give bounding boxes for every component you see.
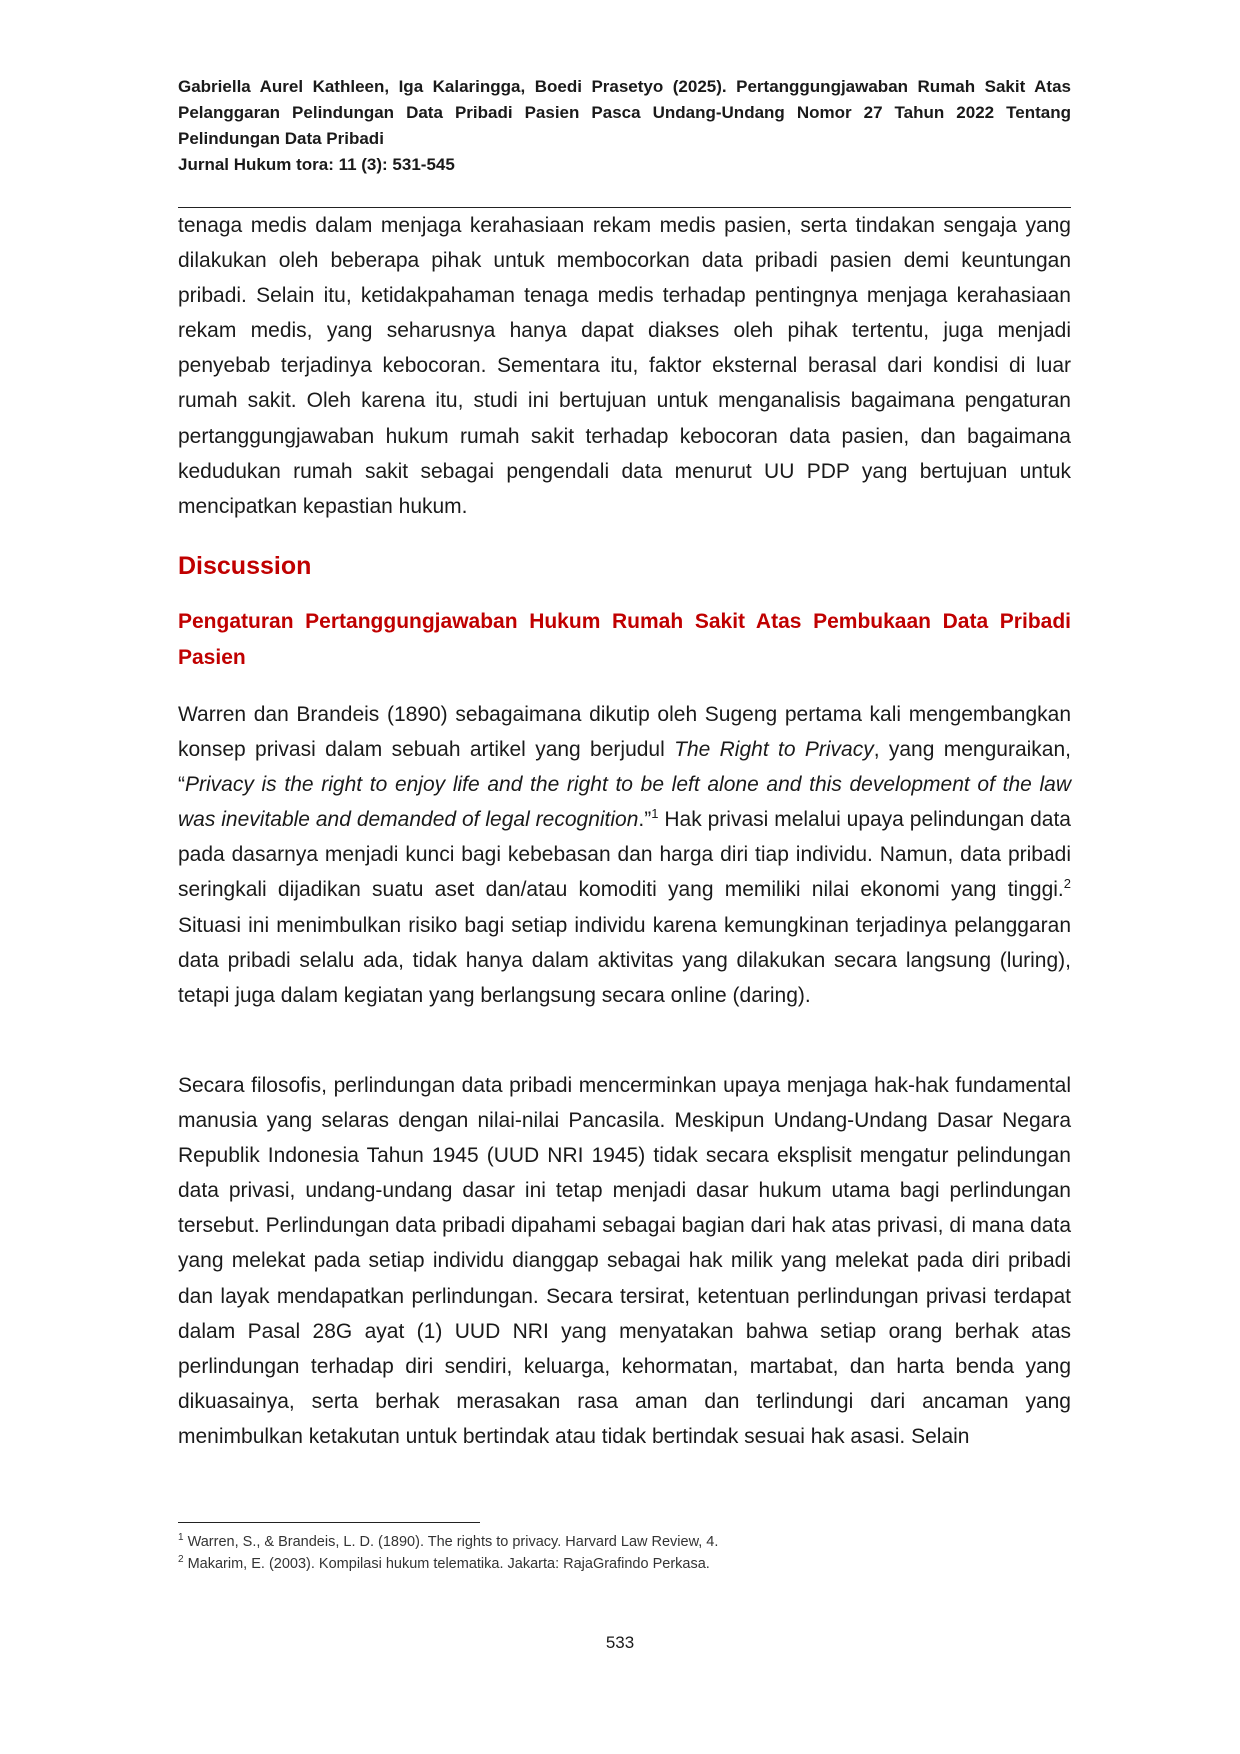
paragraph-3-block [178, 1068, 1071, 1454]
paragraph-2-text-4: Hak privasi melalui upaya pelindungan data pada dasarnya menjadi kunci bagi kebebasan dan harga diri tiap individu. Namun, data pribadi seringkali dijadikan suatu aset dan/atau komoditi yang memiliki nilai ekonomi yang tinggi. [178, 808, 1071, 902]
paragraph-2-text-3: .” [638, 808, 652, 832]
footnote-2-text: Makarim, E. (2003). Kompilasi hukum telematika. Jakarta: RajaGrafindo Perkasa. [187, 1556, 710, 1572]
running-header [178, 74, 1071, 178]
paragraph-2-block [178, 697, 1071, 1013]
paragraph-2-text-2: , yang menguraikan, “ [178, 738, 1071, 797]
privacy-quote: Privacy is the right to enjoy life and the right to be left alone and this development of the law was inevitable and demanded of legal recognition [178, 773, 1071, 832]
footnote-ref-1[interactable]: 1 [651, 806, 659, 822]
intro-paragraph-block [178, 208, 1071, 524]
subsection-heading: Pengaturan Pertanggungjawaban Hukum Rumah Sakit Atas Pembukaan Data Pribadi Pasien [178, 610, 1071, 669]
paragraph-2-text-5: Situasi ini menimbulkan risiko bagi setiap individu karena kemungkinan terjadinya pelanggaran data pribadi selalu ada, tidak hanya dalam aktivitas yang dilakukan secara langsung (luring), tetapi juga dalam kegiatan yang berlangsung secara online (daring). [178, 913, 1071, 1007]
paragraph-3: Secara filosofis, perlindungan data pribadi mencerminkan upaya menjaga hak-hak fundamental manusia yang selaras dengan nilai-nilai Pancasila. Meskipun Undang-Undang Dasar Negara Republik Indonesia Tahun 1945 (UUD NRI 1945) tidak secara eksplisit mengatur pelindungan data privasi, undang-undang dasar ini tetap menjadi dasar hukum utama bagi perlindungan tersebut. Perlindungan data pribadi dipahami sebagai bagian dari hak atas privasi, di mana data yang melekat pada setiap individu dianggap sebagai hak milik yang melekat pada diri pribadi dan layak mendapatkan perlindungan. Secara tersirat, ketentuan perlindungan privasi terdapat dalam Pasal 28G ayat (1) UUD NRI yang menyatakan bahwa setiap orang berhak atas perlindungan terhadap diri sendiri, keluarga, kehormatan, martabat, dan harta benda yang dikuasainya, serta berhak merasakan rasa aman dan terlindungi dari ancaman yang menimbulkan ketakutan untuk bertindak atau tidak bertindak sesuai hak asasi. Selain [178, 1074, 1071, 1448]
footnote-separator [178, 1522, 480, 1523]
footnotes [178, 1531, 1071, 1575]
article-title: The Right to Privacy [674, 738, 874, 762]
header-citation: Gabriella Aurel Kathleen, Iga Kalaringga, Boedi Prasetyo (2025). Pertanggungjawaban Rumah Sakit Atas Pelanggaran Pelindungan Data Pribadi Pasien Pasca Undang-Undang Nomor 27 Tahun 2022 Tentang Pelindungan Data Pribadi [178, 77, 1071, 148]
footnote-2 [178, 1553, 1071, 1575]
intro-paragraph: tenaga medis dalam menjaga kerahasiaan rekam medis pasien, serta tindakan sengaja yang dilakukan oleh beberapa pihak untuk membocorkan data pribadi pasien demi keuntungan pribadi. Selain itu, ketidakpahaman tenaga medis terhadap pentingnya menjaga kerahasiaan rekam medis, yang seharusnya hanya dapat diakses oleh pihak tertentu, juga menjadi penyebab terjadinya kebocoran. Sementara itu, faktor eksternal berasal dari kondisi di luar rumah sakit. Oleh karena itu, studi ini bertujuan untuk menganalisis bagaimana pengaturan pertanggungjawaban hukum rumah sakit terhadap kebocoran data pasien, dan bagaimana kedudukan rumah sakit sebagai pengendali data menurut UU PDP yang bertujuan untuk mencipatkan kepastian hukum. [178, 214, 1071, 518]
page-number: 533 [605, 1633, 635, 1652]
paragraph-2-text-1: Warren dan Brandeis (1890) sebagaimana dikutip oleh Sugeng pertama kali mengembangkan konsep privasi dalam sebuah artikel yang berjudul [178, 703, 1071, 762]
footnote-2-number: 2 [178, 1554, 184, 1566]
footnote-1 [178, 1531, 1071, 1553]
footnote-1-number: 1 [178, 1532, 184, 1544]
section-heading: Discussion [178, 552, 312, 580]
footnote-ref-2[interactable]: 2 [1063, 876, 1071, 892]
header-journal: Jurnal Hukum tora: 11 (3): 531-545 [178, 155, 455, 174]
paragraph-2 [178, 697, 1071, 1013]
footnote-1-text: Warren, S., & Brandeis, L. D. (1890). The rights to privacy. Harvard Law Review, 4. [187, 1534, 719, 1550]
